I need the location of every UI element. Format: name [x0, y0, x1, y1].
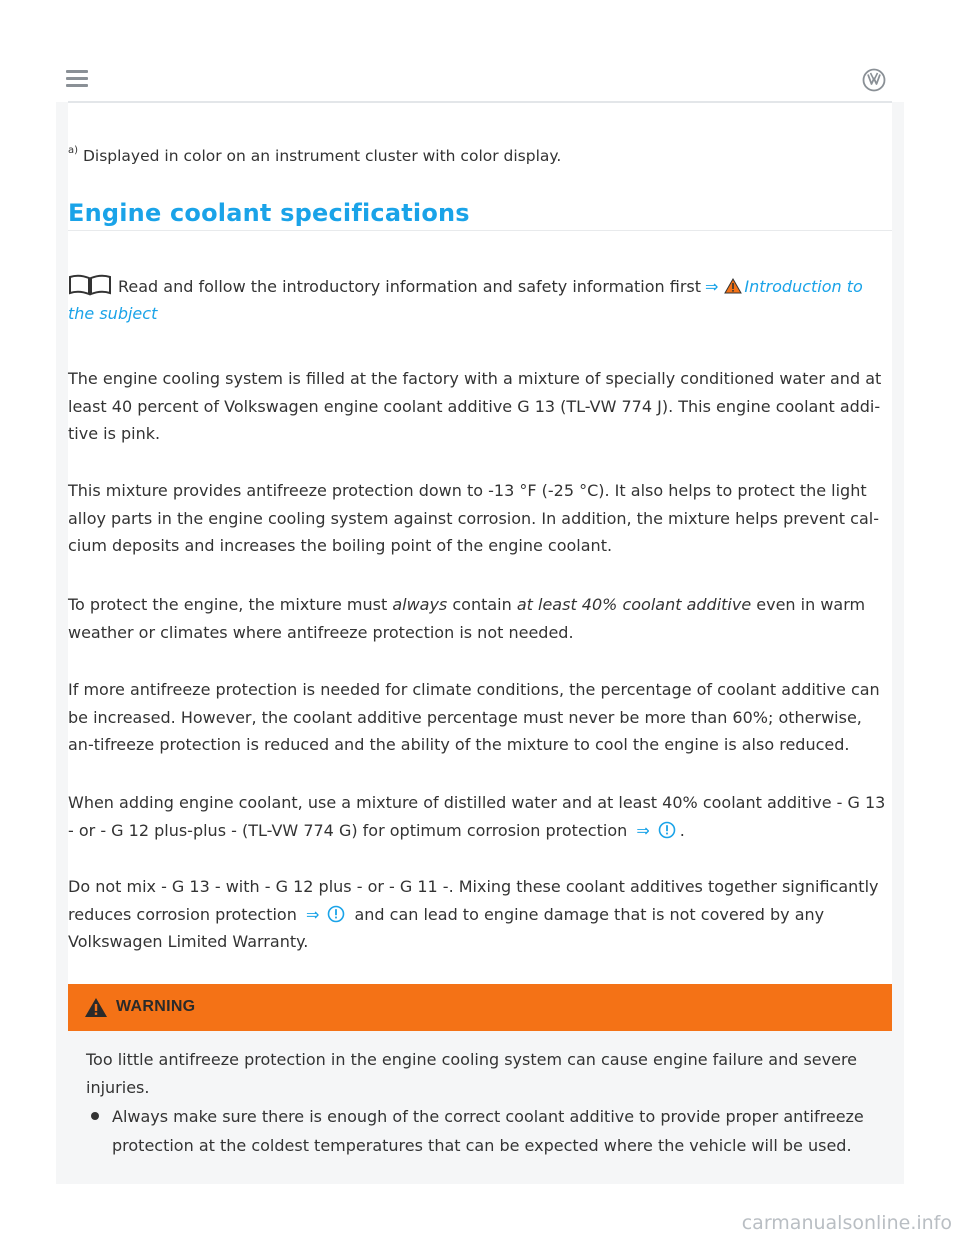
top-bar — [0, 0, 960, 102]
warning-header — [68, 984, 892, 1031]
footnote — [68, 147, 561, 165]
paragraph-do-not-mix — [68, 873, 892, 956]
hamburger-menu-icon[interactable] — [66, 70, 88, 88]
p3-text-b: contain — [452, 595, 512, 614]
warning-box — [68, 984, 892, 1184]
intro-text: Read and follow the introductory information and safety information first — [118, 277, 702, 296]
paragraph-minimum-additive — [68, 591, 892, 646]
link-arrow: ⇒ — [705, 277, 719, 296]
p5-arrow: ⇒ — [636, 820, 650, 840]
warning-triangle-icon — [84, 997, 108, 1018]
p6-text-a: Do not mix - G 13 - with - G 12 plus - or - G 11 -. Mixing these coolant additives together significantly reduces corrosion protection — [68, 877, 879, 924]
p5-end: . — [679, 820, 685, 840]
footnote-marker: a) — [68, 145, 79, 156]
paragraph-factory-fill: The engine cooling system is filled at the factory with a mixture of specially conditioned water and at least 40 percent of Volkswagen engine coolant additive G 13 (TL-VW 774 J). This engine coolant addi-tive is pink. — [68, 369, 882, 443]
section-title: Engine coolant specifications — [68, 199, 470, 227]
p5-text: When adding engine coolant, use a mixture of distilled water and at least 40% coolant additive - G 13 - or - G 12 plus-plus - (TL-VW 774 G) for optimum corrosion protection — [68, 793, 886, 840]
p6-arrow: ⇒ — [305, 904, 320, 924]
warning-bullet-item — [86, 1102, 876, 1160]
p3-text-a: To protect the engine, the mixture must — [68, 595, 388, 614]
manual-page — [68, 103, 892, 1184]
open-book-icon — [68, 274, 112, 296]
warning-text: Too little antifreeze protection in the engine cooling system can cause engine failure and severe injuries. — [86, 1050, 858, 1097]
p3-text-c: even in warm weather or climates where antifreeze protection is not needed. — [68, 595, 866, 642]
p3-emphasis-minimum: at least 40% coolant additive — [516, 595, 752, 614]
introduction-link[interactable]: Introduction to the subject — [68, 277, 863, 323]
intro-notice — [68, 273, 892, 327]
heading-divider — [68, 230, 892, 231]
p3-emphasis-always: always — [392, 595, 448, 614]
watermark: carmanualsonline.info — [741, 1212, 952, 1234]
bullet-dot — [91, 1112, 99, 1120]
footnote-text: Displayed in color on an instrument cluster with color display. — [82, 147, 562, 166]
paragraph-adding-coolant — [68, 789, 892, 844]
warning-label: WARNING — [116, 998, 196, 1015]
paragraph-additive-limit: If more antifreeze protection is needed for climate conditions, the percentage of coolant additive can be increased. However, the coolant additive percentage must never be more than 60%; otherwise, an-tifreeze protection is reduced and the ability of the mixture to cool the engine is also reduced. — [68, 680, 880, 754]
paragraph-antifreeze-protection: This mixture provides antifreeze protection down to -13 °F (-25 °C). It also helps to protect the light alloy parts in the engine cooling system against corrosion. In addition, the mixture helps prevent cal-cium deposits and increases the boiling point of the engine coolant. — [68, 481, 879, 555]
notice-exclamation-icon[interactable] — [327, 905, 345, 923]
vw-logo-icon[interactable] — [862, 68, 886, 92]
notice-exclamation-icon[interactable] — [658, 821, 676, 839]
p6-text-b: and can lead to engine damage that is not covered by any Volkswagen Limited Warranty. — [68, 904, 825, 951]
warning-bullet-text: Always make sure there is enough of the correct coolant additive to provide proper antifreeze protection at the coldest temperatures that can be expected where the vehicle will be used. — [112, 1107, 864, 1155]
warning-triangle-icon — [724, 278, 742, 294]
